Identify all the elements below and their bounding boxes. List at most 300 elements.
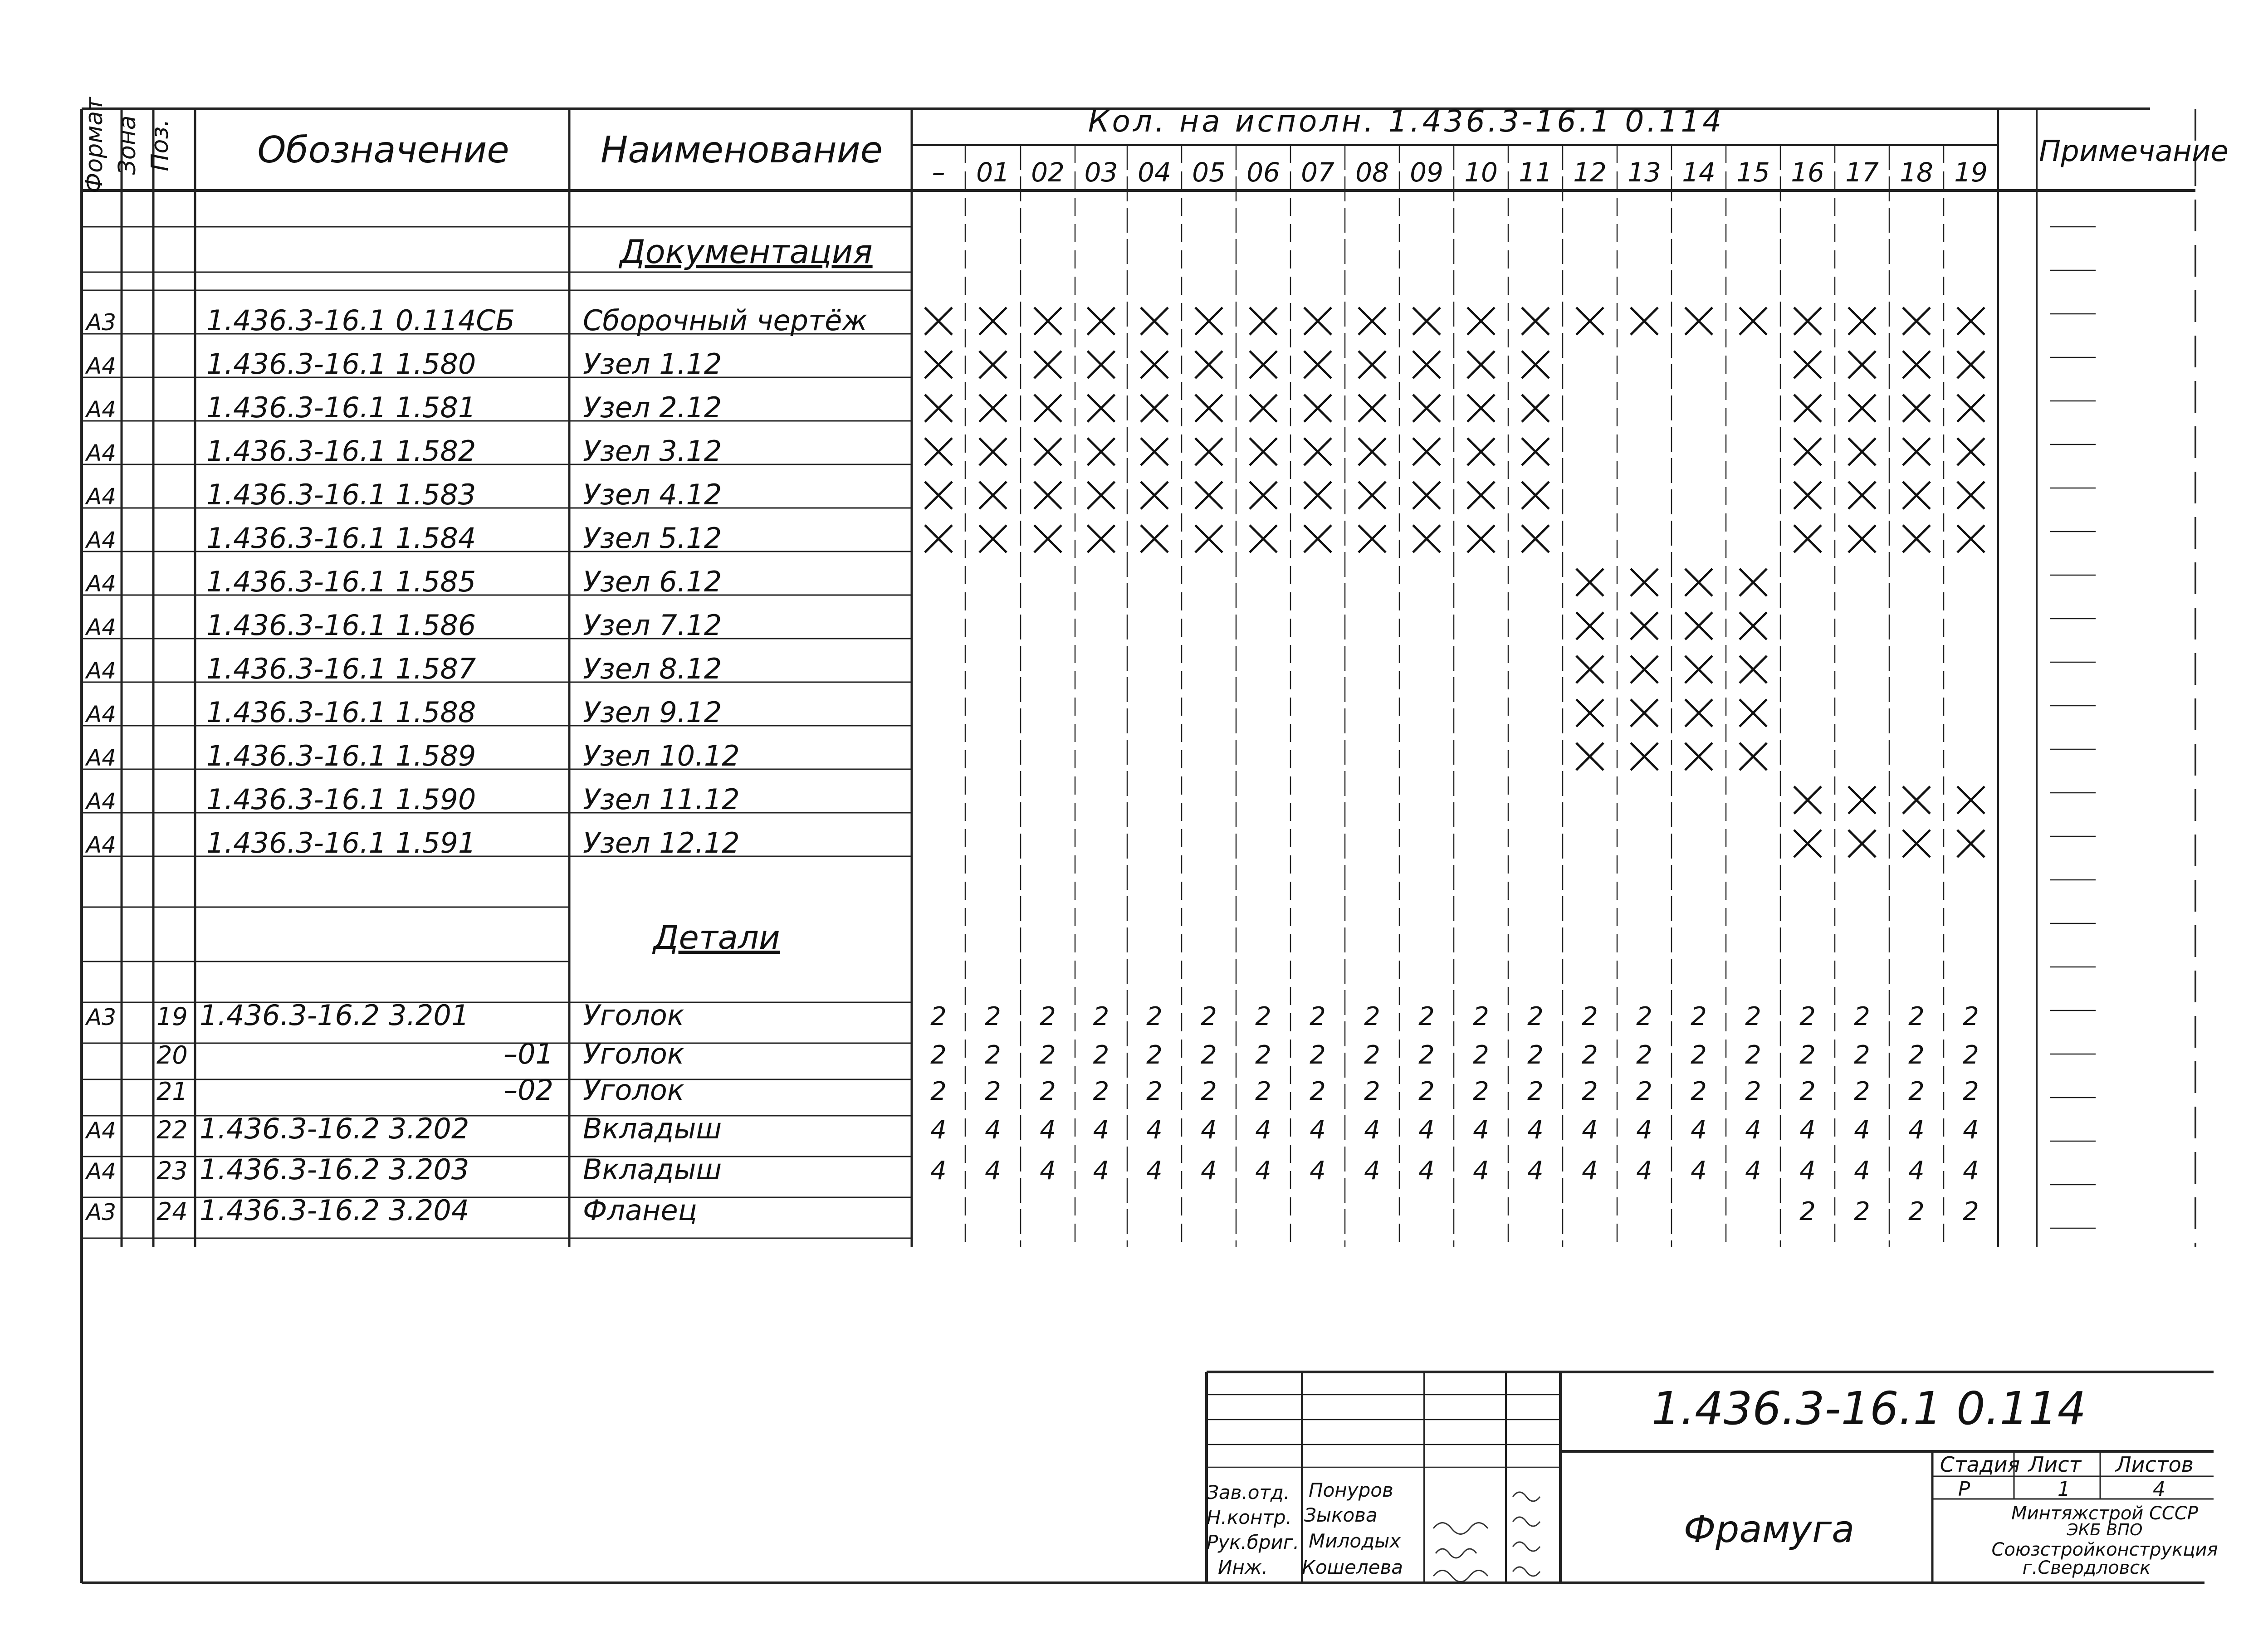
mark-cross — [1794, 438, 1821, 465]
detail-row — [85, 1112, 1979, 1145]
row-format: A4 — [86, 745, 117, 771]
mark-cross — [1467, 308, 1495, 335]
mark-cross — [1685, 569, 1712, 596]
qty-cell: 2 — [1636, 1002, 1652, 1031]
variant-label-6: 06 — [1246, 157, 1280, 188]
qty-cell: 2 — [1040, 1002, 1056, 1031]
qty-cell: 4 — [1473, 1115, 1489, 1145]
qty-cell: 4 — [1854, 1115, 1870, 1145]
row-name: Узел 12.12 — [583, 826, 740, 859]
mark-cross — [1413, 351, 1440, 378]
row-name: Узел 9.12 — [583, 696, 722, 729]
mark-cross — [1141, 395, 1168, 422]
row-name: Вкладыш — [583, 1112, 722, 1145]
qty-cell: 2 — [1908, 1197, 1925, 1226]
mark-cross — [925, 525, 952, 552]
qty-cell: 4 — [1799, 1115, 1816, 1145]
mark-cross — [1631, 569, 1658, 596]
mark-cross — [1685, 612, 1712, 639]
mark-cross — [1903, 482, 1930, 509]
mark-cross — [1088, 308, 1115, 335]
mark-cross — [1576, 569, 1603, 596]
doc-row — [85, 783, 1984, 816]
qty-cell: 4 — [1636, 1156, 1652, 1186]
mark-cross — [1250, 525, 1277, 552]
qty-cell: 2 — [1255, 1040, 1271, 1070]
mark-cross — [1848, 482, 1876, 509]
qty-cell: 4 — [985, 1115, 1001, 1145]
doc-row — [85, 609, 1767, 642]
row-format: A4 — [86, 353, 117, 379]
role-2: Н.контр. — [1207, 1506, 1292, 1528]
row-designation: 1.436.3-16.1 1.588 — [206, 696, 476, 729]
title-block — [1207, 1382, 2218, 1582]
name-2: Зыкова — [1304, 1504, 1378, 1526]
qty-cell: 4 — [1473, 1156, 1489, 1186]
mark-cross — [1631, 656, 1658, 683]
qty-cell: 4 — [1636, 1115, 1652, 1145]
mark-cross — [1576, 612, 1603, 639]
org-line-1: Минтяжстрой СССР — [2011, 1503, 2198, 1524]
mark-cross — [1141, 438, 1168, 465]
header-qty-title: Кол. на исполн. 1.436.3-16.1 0.114 — [1088, 104, 1725, 139]
mark-cross — [1957, 786, 1984, 814]
mark-cross — [1903, 830, 1930, 857]
header-name: Наименование — [601, 129, 883, 171]
section-documentation: Документация — [620, 233, 873, 271]
qty-cell: 2 — [1093, 1077, 1110, 1106]
qty-cell: 4 — [1527, 1115, 1544, 1145]
mark-cross — [1794, 351, 1821, 378]
qty-cell: 2 — [1745, 1002, 1761, 1031]
org-line-4: г.Свердловск — [2022, 1557, 2151, 1578]
row-designation: 1.436.3-16.1 1.587 — [206, 652, 476, 685]
doc-row — [85, 696, 1767, 729]
mark-cross — [979, 308, 1007, 335]
title-block-title: Фрамуга — [1683, 1508, 1855, 1551]
doc-row — [85, 522, 1984, 555]
mark-cross — [1359, 308, 1386, 335]
mark-cross — [1088, 438, 1115, 465]
qty-cell: 2 — [1146, 1002, 1163, 1031]
row-format: A4 — [86, 614, 117, 640]
qty-cell: 4 — [1310, 1115, 1326, 1145]
row-suffix: –02 — [503, 1074, 553, 1107]
qty-cell: 2 — [1310, 1002, 1326, 1031]
qty-cell: 2 — [1745, 1040, 1761, 1070]
variant-label-3: 03 — [1084, 157, 1118, 188]
doc-row — [85, 565, 1767, 598]
mark-cross — [1467, 525, 1495, 552]
qty-cell: 2 — [1040, 1077, 1056, 1106]
mark-cross — [1304, 351, 1331, 378]
mark-cross — [1304, 438, 1331, 465]
qty-cell: 2 — [1963, 1197, 1979, 1226]
mark-cross — [1522, 308, 1549, 335]
mark-cross — [1250, 395, 1277, 422]
qty-cell: 2 — [1636, 1040, 1652, 1070]
mark-cross — [1848, 830, 1876, 857]
mark-cross — [1413, 525, 1440, 552]
mark-cross — [1957, 438, 1984, 465]
mark-cross — [1088, 482, 1115, 509]
qty-cell: 4 — [1963, 1156, 1979, 1186]
qty-cell: 2 — [930, 1002, 947, 1031]
mark-cross — [1195, 525, 1222, 552]
qty-cell: 4 — [1201, 1156, 1217, 1186]
row-format: A3 — [86, 1199, 117, 1225]
qty-cell: 4 — [1040, 1115, 1056, 1145]
qty-cell: 4 — [1255, 1115, 1271, 1145]
qty-cell: 4 — [1201, 1115, 1217, 1145]
qty-cell: 4 — [1527, 1156, 1544, 1186]
mark-cross — [1848, 438, 1876, 465]
sheets-label: Листов — [2116, 1452, 2194, 1477]
qty-cell: 2 — [1418, 1040, 1435, 1070]
mark-cross — [1034, 308, 1061, 335]
variant-label-13: 13 — [1628, 157, 1661, 188]
mark-cross — [1631, 612, 1658, 639]
row-designation: 1.436.3-16.2 3.202 — [200, 1112, 469, 1145]
mark-cross — [1359, 482, 1386, 509]
row-name: Уголок — [583, 999, 684, 1032]
qty-cell: 2 — [1691, 1040, 1707, 1070]
row-designation: 1.436.3-16.1 1.584 — [206, 522, 476, 555]
qty-cell: 2 — [1146, 1077, 1163, 1106]
qty-cell: 2 — [1908, 1077, 1925, 1106]
row-name: Вкладыш — [583, 1153, 722, 1186]
mark-cross — [1522, 525, 1549, 552]
mark-cross — [1088, 395, 1115, 422]
stage-label: Стадия — [1940, 1452, 2020, 1477]
row-name: Узел 2.12 — [583, 391, 722, 424]
mark-cross — [1413, 395, 1440, 422]
qty-cell: 2 — [1418, 1077, 1435, 1106]
qty-cell: 2 — [985, 1077, 1001, 1106]
mark-cross — [1359, 395, 1386, 422]
qty-cell: 2 — [1854, 1197, 1870, 1226]
variant-label-16: 16 — [1791, 157, 1824, 188]
row-name: Уголок — [583, 1037, 684, 1070]
row-format: A4 — [86, 571, 117, 597]
doc-row — [85, 347, 1984, 381]
row-name: Уголок — [583, 1074, 684, 1107]
mark-cross — [1957, 308, 1984, 335]
qty-cell: 2 — [1527, 1040, 1544, 1070]
variant-label-19: 19 — [1954, 157, 1988, 188]
row-format: A4 — [86, 440, 117, 466]
variant-label-18: 18 — [1900, 157, 1933, 188]
qty-cell: 2 — [1473, 1077, 1489, 1106]
mark-cross — [1576, 308, 1603, 335]
mark-cross — [1250, 351, 1277, 378]
qty-cell: 2 — [1963, 1040, 1979, 1070]
mark-cross — [1903, 395, 1930, 422]
doc-row — [85, 304, 1984, 337]
qty-cell: 4 — [1255, 1156, 1271, 1186]
qty-cell: 2 — [1527, 1002, 1544, 1031]
qty-cell: 4 — [1745, 1115, 1761, 1145]
qty-cell: 2 — [1255, 1002, 1271, 1031]
mark-cross — [1522, 438, 1549, 465]
name-3: Милодых — [1309, 1530, 1401, 1552]
row-pos: 20 — [156, 1041, 188, 1069]
row-format: A4 — [86, 527, 117, 553]
qty-cell: 4 — [1146, 1115, 1163, 1145]
mark-cross — [1903, 308, 1930, 335]
row-format: A4 — [86, 788, 117, 815]
variant-label-0: – — [932, 157, 945, 188]
variant-label-8: 08 — [1355, 157, 1389, 188]
mark-cross — [1576, 656, 1603, 683]
qty-cell: 2 — [1146, 1040, 1163, 1070]
qty-cell: 2 — [1854, 1077, 1870, 1106]
mark-cross — [925, 482, 952, 509]
qty-cell: 2 — [985, 1040, 1001, 1070]
row-designation: 1.436.3-16.1 1.585 — [206, 565, 476, 598]
mark-cross — [1088, 351, 1115, 378]
mark-cross — [1740, 699, 1767, 727]
mark-cross — [1522, 482, 1549, 509]
row-pos: 19 — [156, 1002, 188, 1031]
row-pos: 23 — [156, 1157, 188, 1185]
mark-cross — [1359, 438, 1386, 465]
qty-cell: 4 — [1582, 1115, 1598, 1145]
row-format: A4 — [86, 1158, 117, 1185]
mark-cross — [1685, 308, 1712, 335]
mark-cross — [1304, 482, 1331, 509]
row-name: Узел 6.12 — [583, 565, 722, 598]
qty-cell: 4 — [930, 1115, 947, 1145]
stage-value: Р — [1958, 1478, 1970, 1501]
mark-cross — [1848, 786, 1876, 814]
variant-label-11: 11 — [1519, 157, 1552, 188]
mark-cross — [1141, 482, 1168, 509]
qty-cell: 2 — [1364, 1002, 1380, 1031]
qty-cell: 4 — [985, 1156, 1001, 1186]
detail-row — [156, 1037, 1979, 1070]
row-format: A3 — [86, 1004, 117, 1030]
variant-label-1: 01 — [976, 157, 1010, 188]
row-designation: 1.436.3-16.1 1.581 — [206, 391, 476, 424]
mark-cross — [1359, 525, 1386, 552]
mark-cross — [1195, 395, 1222, 422]
detail-row — [85, 1194, 1979, 1227]
mark-cross — [1685, 656, 1712, 683]
variant-label-9: 09 — [1410, 157, 1443, 188]
mark-cross — [1034, 525, 1061, 552]
doc-row — [85, 739, 1767, 772]
mark-cross — [1848, 308, 1876, 335]
qty-cell: 4 — [1691, 1156, 1707, 1186]
row-designation: 1.436.3-16.1 1.589 — [206, 739, 476, 772]
mark-cross — [1034, 351, 1061, 378]
mark-cross — [1304, 395, 1331, 422]
mark-cross — [1903, 525, 1930, 552]
row-name: Узел 8.12 — [583, 652, 722, 685]
header-zone: Зона — [114, 115, 141, 175]
mark-cross — [1794, 786, 1821, 814]
role-1: Зав.отд. — [1207, 1481, 1290, 1503]
mark-cross — [1250, 438, 1277, 465]
row-name: Узел 11.12 — [583, 783, 740, 816]
mark-cross — [1794, 525, 1821, 552]
qty-cell: 2 — [1201, 1002, 1217, 1031]
mark-cross — [1740, 569, 1767, 596]
mark-cross — [1957, 395, 1984, 422]
mark-cross — [1088, 525, 1115, 552]
qty-cell: 2 — [1908, 1002, 1925, 1031]
mark-cross — [1576, 699, 1603, 727]
qty-cell: 2 — [1473, 1040, 1489, 1070]
mark-cross — [1467, 351, 1495, 378]
header-note: Примечание — [2039, 135, 2229, 168]
detail-row — [85, 999, 1979, 1032]
qty-cell: 4 — [1582, 1156, 1598, 1186]
mark-cross — [1740, 743, 1767, 770]
qty-cell: 2 — [1854, 1040, 1870, 1070]
qty-cell: 2 — [1040, 1040, 1056, 1070]
mark-cross — [1195, 438, 1222, 465]
org-line-2: ЭКБ ВПО — [2067, 1521, 2143, 1539]
row-designation: 1.436.3-16.1 1.590 — [206, 783, 476, 816]
mark-cross — [1195, 308, 1222, 335]
mark-cross — [979, 482, 1007, 509]
row-format: A4 — [86, 1118, 117, 1144]
qty-cell: 2 — [930, 1040, 947, 1070]
qty-cell: 4 — [1908, 1156, 1925, 1186]
mark-cross — [1957, 830, 1984, 857]
row-designation: 1.436.3-16.1 1.586 — [206, 609, 476, 642]
qty-cell: 2 — [1093, 1002, 1110, 1031]
mark-cross — [1794, 830, 1821, 857]
mark-cross — [1195, 351, 1222, 378]
qty-cell: 2 — [1636, 1077, 1652, 1106]
section-details: Детали — [653, 918, 780, 957]
mark-cross — [1467, 482, 1495, 509]
qty-cell: 4 — [1310, 1156, 1326, 1186]
variant-label-10: 10 — [1464, 157, 1498, 188]
qty-cell: 2 — [1854, 1002, 1870, 1031]
mark-cross — [979, 395, 1007, 422]
qty-cell: 4 — [930, 1156, 947, 1186]
mark-cross — [979, 525, 1007, 552]
role-3: Рук.бриг. — [1207, 1531, 1300, 1553]
mark-cross — [1034, 482, 1061, 509]
mark-cross — [1034, 395, 1061, 422]
header-designation: Обозначение — [257, 129, 509, 171]
qty-cell: 2 — [1799, 1077, 1816, 1106]
variant-label-5: 05 — [1192, 157, 1226, 188]
row-designation: 1.436.3-16.2 3.201 — [200, 999, 469, 1032]
qty-cell: 2 — [1691, 1077, 1707, 1106]
signatures — [1433, 1492, 1540, 1582]
mark-cross — [1631, 308, 1658, 335]
mark-cross — [1467, 438, 1495, 465]
mark-cross — [1631, 699, 1658, 727]
documentation-rows — [85, 304, 1984, 859]
qty-cell: 2 — [1310, 1040, 1326, 1070]
row-designation: 1.436.3-16.1 1.583 — [206, 478, 476, 511]
mark-cross — [1903, 438, 1930, 465]
qty-cell: 2 — [930, 1077, 947, 1106]
mark-cross — [1141, 525, 1168, 552]
mark-cross — [1794, 395, 1821, 422]
doc-row — [85, 391, 1984, 424]
mark-cross — [1957, 525, 1984, 552]
qty-cell: 2 — [1691, 1002, 1707, 1031]
row-designation: 1.436.3-16.2 3.203 — [200, 1153, 469, 1186]
row-pos: 21 — [156, 1077, 188, 1106]
mark-cross — [925, 308, 952, 335]
qty-cell: 2 — [1364, 1077, 1380, 1106]
mark-cross — [1195, 482, 1222, 509]
qty-cell: 2 — [1418, 1002, 1435, 1031]
row-format: A4 — [86, 832, 117, 858]
doc-row — [85, 826, 1984, 859]
qty-cell: 2 — [1527, 1077, 1544, 1106]
variant-label-15: 15 — [1736, 157, 1770, 188]
qty-cell: 2 — [1310, 1077, 1326, 1106]
row-format: A3 — [86, 309, 117, 336]
sheet-value: 1 — [2058, 1478, 2070, 1501]
mark-cross — [1848, 395, 1876, 422]
header-format: Формат — [81, 97, 108, 193]
qty-cell: 4 — [1093, 1115, 1110, 1145]
mark-cross — [1740, 308, 1767, 335]
mark-cross — [1848, 525, 1876, 552]
row-name: Фланец — [583, 1194, 697, 1227]
mark-cross — [1957, 482, 1984, 509]
row-suffix: –01 — [503, 1037, 553, 1070]
qty-cell: 2 — [1364, 1040, 1380, 1070]
row-designation: 1.436.3-16.1 1.582 — [206, 434, 476, 468]
role-4: Инж. — [1218, 1556, 1268, 1578]
mark-cross — [1903, 351, 1930, 378]
qty-cell: 2 — [1908, 1040, 1925, 1070]
mark-cross — [1467, 395, 1495, 422]
qty-cell: 2 — [1255, 1077, 1271, 1106]
row-designation: 1.436.3-16.1 1.580 — [206, 347, 476, 381]
qty-cell: 2 — [1963, 1077, 1979, 1106]
mark-cross — [1304, 308, 1331, 335]
mark-cross — [1957, 351, 1984, 378]
row-designation: 1.436.3-16.1 1.591 — [206, 826, 476, 859]
mark-cross — [1250, 308, 1277, 335]
mark-cross — [925, 438, 952, 465]
org-line-3: Союзстройконструкция — [1991, 1539, 2218, 1560]
mark-cross — [1685, 699, 1712, 727]
sheet-label: Лист — [2028, 1452, 2082, 1477]
mark-cross — [1794, 308, 1821, 335]
variant-label-14: 14 — [1682, 157, 1716, 188]
qty-cell: 2 — [1582, 1002, 1598, 1031]
sheets-value: 4 — [2153, 1478, 2165, 1501]
qty-cell: 2 — [1201, 1077, 1217, 1106]
qty-cell: 4 — [1691, 1115, 1707, 1145]
mark-cross — [1413, 308, 1440, 335]
mark-cross — [1250, 482, 1277, 509]
mark-cross — [1848, 351, 1876, 378]
row-name: Узел 3.12 — [583, 434, 722, 468]
mark-cross — [1304, 525, 1331, 552]
doc-row — [85, 478, 1984, 511]
row-name: Узел 5.12 — [583, 522, 722, 555]
row-format: A4 — [86, 483, 117, 510]
row-name: Узел 7.12 — [583, 609, 722, 642]
title-block-code: 1.436.3-16.1 0.114 — [1651, 1382, 2087, 1435]
variant-label-17: 17 — [1845, 157, 1879, 188]
